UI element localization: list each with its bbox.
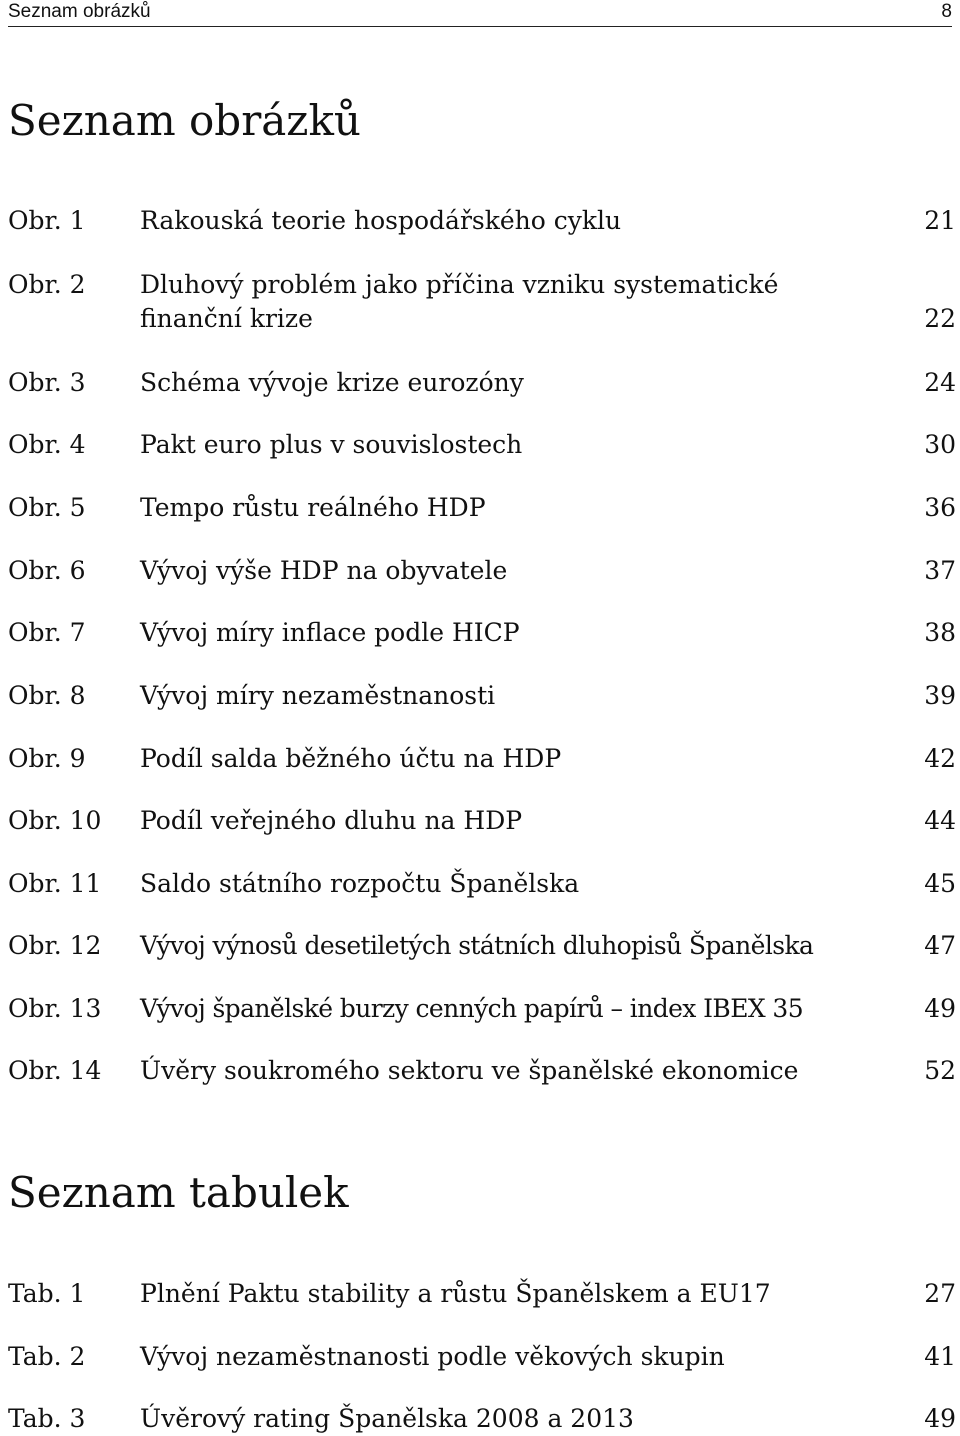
entry-page: 39: [924, 681, 956, 710]
entry-title: [140, 268, 778, 336]
entry-page: 52: [924, 1056, 956, 1085]
entry-title: Úvěry soukromého sektoru ve španělské ekonomice: [140, 1056, 799, 1085]
entry-number: Obr. 1: [8, 206, 86, 235]
figures-heading: Seznam obrázků: [8, 96, 361, 145]
entry-title: Vývoj míry inflace podle HICP: [140, 618, 520, 647]
entry-number: Tab. 1: [8, 1279, 86, 1308]
entry-title: Podíl salda běžného účtu na HDP: [140, 744, 562, 773]
entry-title-line-2: finanční krize: [140, 304, 313, 333]
entry-number: Obr. 14: [8, 1056, 102, 1085]
entry-title: Úvěrový rating Španělska 2008 a 2013: [140, 1404, 634, 1433]
entry-page: 49: [924, 1404, 956, 1433]
entry-title: Podíl veřejného dluhu na HDP: [140, 806, 523, 835]
entry-number: Obr. 8: [8, 681, 86, 710]
page-number: 8: [941, 1, 952, 22]
entry-number: Obr. 10: [8, 806, 102, 835]
entry-page: 38: [924, 618, 956, 647]
entry-page: 47: [924, 931, 956, 960]
entry-title: Vývoj výše HDP na obyvatele: [140, 556, 508, 585]
entry-title: Pakt euro plus v souvislostech: [140, 430, 523, 459]
entry-title: Vývoj míry nezaměstnanosti: [140, 681, 496, 710]
entry-title: Rakouská teorie hospodářského cyklu: [140, 206, 622, 235]
entry-page: 22: [924, 304, 956, 333]
entry-title: Schéma vývoje krize eurozóny: [140, 368, 524, 397]
entry-number: Obr. 2: [8, 270, 86, 299]
running-header-title: Seznam obrázků: [8, 1, 151, 22]
entry-number: Tab. 3: [8, 1404, 86, 1433]
entry-number: Obr. 12: [8, 931, 102, 960]
entry-page: 41: [924, 1342, 956, 1371]
entry-page: 49: [924, 994, 956, 1023]
entry-page: 30: [924, 430, 956, 459]
entry-number: Obr. 4: [8, 430, 86, 459]
entry-number: Obr. 13: [8, 994, 102, 1023]
entry-title: Vývoj španělské burzy cenných papírů – index IBEX 35: [140, 994, 804, 1023]
entry-title: Vývoj nezaměstnanosti podle věkových skupin: [140, 1342, 725, 1371]
entry-title: Vývoj výnosů desetiletých státních dluhopisů Španělska: [140, 931, 814, 960]
entry-number: Obr. 3: [8, 368, 86, 397]
entry-title-line-1: Dluhový problém jako příčina vzniku systematické: [140, 270, 779, 299]
entry-number: Obr. 5: [8, 493, 86, 522]
entry-number: Obr. 7: [8, 618, 86, 647]
entry-page: 36: [924, 493, 956, 522]
entry-page: 27: [924, 1279, 956, 1308]
entry-number: Obr. 6: [8, 556, 86, 585]
entry-page: 44: [924, 806, 956, 835]
entry-number: Obr. 9: [8, 744, 86, 773]
running-header: [8, 0, 952, 27]
entry-title: Plnění Paktu stability a růstu Španělskem a EU17: [140, 1279, 771, 1308]
entry-page: 45: [924, 869, 956, 898]
entry-title: Tempo růstu reálného HDP: [140, 493, 486, 522]
entry-title: Saldo státního rozpočtu Španělska: [140, 869, 580, 898]
tables-heading: Seznam tabulek: [8, 1168, 349, 1217]
entry-page: 21: [924, 206, 956, 235]
entry-page: 37: [924, 556, 956, 585]
entry-number: Obr. 11: [8, 869, 102, 898]
entry-page: 42: [924, 744, 956, 773]
entry-number: Tab. 2: [8, 1342, 86, 1371]
entry-page: 24: [924, 368, 956, 397]
